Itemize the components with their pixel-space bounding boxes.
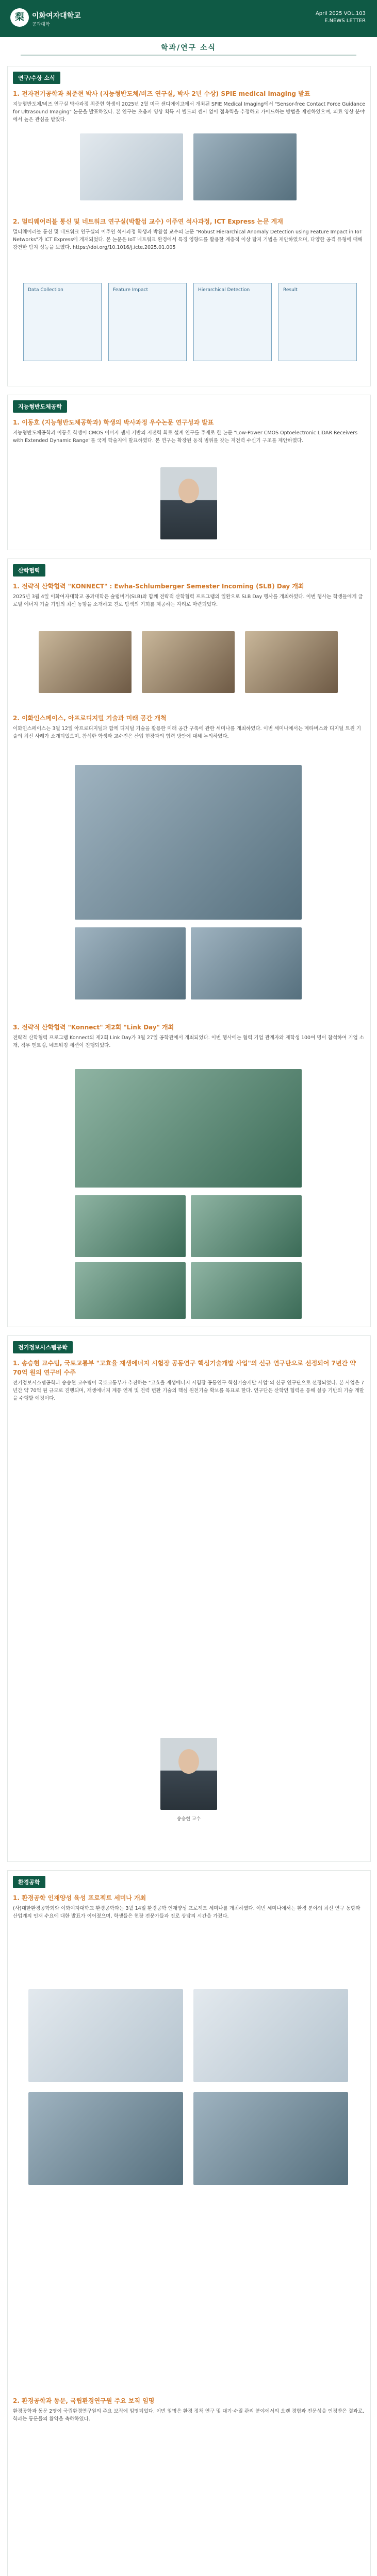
section-tag: 연구/수상 소식 (13, 72, 60, 84)
event-photo (75, 1262, 186, 1319)
news-title: 1. 전략적 산학협력 "KONNECT" : Ewha-Schlumberger Semester Incoming (SLB) Day 개최 (13, 583, 304, 590)
seminar-photo (191, 927, 302, 999)
news-title: 2. 멀티웨어러블 통신 및 네트워크 연구실(박활섭 교수) 이주연 석사과정, ICT Express 논문 게재 (13, 218, 283, 225)
event-photo (245, 631, 338, 693)
section-industry-cooperation (7, 558, 371, 1327)
university-logo-icon: 梨 (10, 8, 29, 27)
news-title: 1. 송승현 교수팀, 국토교통부 "고효율 재생에너지 시험장 공동연구 핵심기술개발 사업"의 신규 연구단으로 선정되어 7년간 약 70억 원의 연구비 수주 (13, 1360, 356, 1376)
presentation-photo (80, 133, 183, 200)
seminar-photo (28, 1989, 183, 2082)
brand-subtitle: 공과대학 (32, 22, 50, 27)
news-title: 2. 환경공학과 동문, 국립환경연구원 주요 보직 임명 (13, 2397, 155, 2404)
section-banner (0, 37, 377, 58)
event-photo (142, 631, 235, 693)
banner-divider (21, 55, 356, 56)
news-body: 이화인스페이스는 3월 12일 아프로디지털과 함께 디지털 기술을 활용한 미래 공간 구축에 관한 세미나를 개최하였다. 이번 세미나에서는 메타버스와 디지털 트윈 기술의 최신 사례가 소개되었으며, 참석한 학생과 교수진은 산업 현장과의 협력 방안에 대해 논의하였다. (13, 726, 362, 739)
news-body: 환경공학과 동문 2명이 국립환경연구원의 주요 보직에 임명되었다. 이번 임명은 환경 정책 연구 및 대기·수질 관리 분야에서의 오랜 경험과 전문성을 인정받은 결과로, 학과는 동문들의 활약을 축하하였다. (13, 2409, 365, 2422)
news-body: 멀티웨어러블 통신 및 네트워크 연구실의 이주연 석사과정 학생과 박활섭 교수의 논문 "Robust Hierarchical Anomaly Detection using Feature Impact in IoT Networks"가 ICT Express에 게재되었다. 본 논문은 IoT 네트워크 환경에서 특징 영향도를 활용한 계층적 이상 탐지 기법을 제안하였으며, 다양한 공격 유형에 대해 강건한 탐지 성능을 보였다. https://doi.org/10.1016/j.icte.2025.01.005 (13, 229, 363, 250)
brand-title: 이화여자대학교 (32, 12, 81, 20)
seminar-photo (193, 2092, 348, 2185)
group-photo (75, 1069, 302, 1188)
event-photo (75, 1195, 186, 1257)
diagram-label: Feature Impact (113, 287, 148, 293)
news-title: 1. 전자전기공학과 최준현 박사 (지능형반도체/비즈 연구실, 박사 2년 수상) SPIE medical imaging 발표 (13, 90, 310, 97)
seminar-photo (193, 1989, 348, 2082)
event-photo (191, 1262, 302, 1319)
student-portrait (160, 467, 217, 539)
diagram-label: Data Collection (28, 287, 63, 293)
diagram-panel (108, 283, 187, 361)
issue-date: April 2025 VOL.103 (315, 11, 366, 16)
diagram-label: Hierarchical Detection (198, 287, 250, 293)
news-body: 지능형반도체공학과 이동호 학생이 CMOS 이미지 센서 기반의 저전력 회로 설계 연구를 주제로 한 논문 "Low-Power CMOS Optoelectronic LiDAR Receivers with Extended Dynamic Range"를 국제 학술지에 발표하였다. 본 연구는 확장된 동적 범위를 갖는 저전력 수신기 구조를 제안하였다. (13, 430, 358, 444)
news-title: 1. 환경공학 인재양성 육성 프로젝트 세미나 개최 (13, 1894, 146, 1902)
section-environmental (7, 1870, 371, 2576)
conference-photo (193, 133, 297, 200)
news-body: (사)대한환경공학회와 이화여자대학교 환경공학과는 3월 14일 환경공학 인재양성 프로젝트 세미나를 개최하였다. 이번 세미나에서는 환경 분야의 최신 연구 동향과 산업계의 인재 수요에 대한 발표가 이어졌으며, 학생들은 현장 전문가들과 진로 상담의 시간을 가졌다. (13, 1906, 360, 1919)
news-body: 2025년 3월 4일 이화여자대학교 공과대학은 슐럼버거(SLB)와 함께 전략적 산학협력 프로그램의 일환으로 SLB Day 행사를 개최하였다. 이번 행사는 학생들에게 글로벌 에너지 기술 기업의 최신 동향을 소개하고 진로 탐색의 기회를 제공하는 자리로 마련되었다. (13, 594, 363, 607)
diagram-panel (278, 283, 357, 361)
diagram-panel (193, 283, 272, 361)
event-photo (39, 631, 132, 693)
section-semiconductor (7, 395, 371, 550)
seminar-photo (28, 2092, 183, 2185)
news-body: 지능형반도체/비즈 연구실 박사과정 최준현 학생이 2025년 2월 미국 샌디에이고에서 개최된 SPIE Medical Imaging에서 "Sensor-free Contact Force Guidance for Ultrasound Imaging" 논문을 발표하였다. 본 연구는 초음파 영상 획득 시 별도의 센서 없이 접촉력을 추정하고 가이드하는 방법을 제안하였으며, 의료 영상 분야에서 높은 관심을 받았다. (13, 101, 365, 123)
news-body: 전략적 산학협력 프로그램 Konnect의 제2회 Link Day가 3월 27일 공학관에서 개최되었다. 이번 행사에는 협력 기업 관계자와 재학생 100여 명이 참석하여 기업 소개, 직무 멘토링, 네트워킹 세션이 진행되었다. (13, 1035, 364, 1048)
professor-portrait (160, 1738, 217, 1810)
section-electrical-systems (7, 1335, 371, 1862)
section-tag: 지능형반도체공학 (13, 400, 67, 413)
issue-info (316, 10, 366, 25)
diagram-label: Result (283, 287, 298, 293)
diagram-panel (23, 283, 102, 361)
section-tag: 산학협력 (13, 564, 45, 577)
issue-name: E.NEWS LETTER (324, 18, 366, 24)
news-title: 2. 이화인스페이스, 아프로디지털 기술과 미래 공간 개척 (13, 715, 167, 722)
seminar-photo (75, 765, 302, 920)
section-tag: 환경공학 (13, 1876, 45, 1888)
news-body: 전기정보시스템공학과 송승현 교수팀이 국토교통부가 추진하는 "고효율 재생에너지 시험장 공동연구 핵심기술개발 사업"의 신규 연구단으로 선정되었다. 본 사업은 7년간 약 70억 원 규모로 진행되며, 재생에너지 계통 연계 및 전력 변환 기술의 핵심 원천기술 확보를 목표로 한다. 연구단은 산학연 협력을 통해 실증 기반의 기술 개발을 수행할 예정이다. (13, 1380, 364, 1401)
header (0, 0, 377, 37)
seminar-photo (75, 927, 186, 999)
portrait-caption: 송승현 교수 (176, 1817, 201, 1822)
section-research-awards (7, 66, 371, 386)
banner-title: 학과/연구 소식 (160, 44, 217, 52)
section-tag: 전기정보시스템공학 (13, 1341, 73, 1353)
event-photo (191, 1195, 302, 1257)
news-title: 3. 전략적 산학협력 "Konnect" 제2회 "Link Day" 개최 (13, 1024, 174, 1031)
news-title: 1. 이동호 (지능형반도체공학과) 학생의 박사과정 우수논문 연구성과 발표 (13, 419, 214, 426)
